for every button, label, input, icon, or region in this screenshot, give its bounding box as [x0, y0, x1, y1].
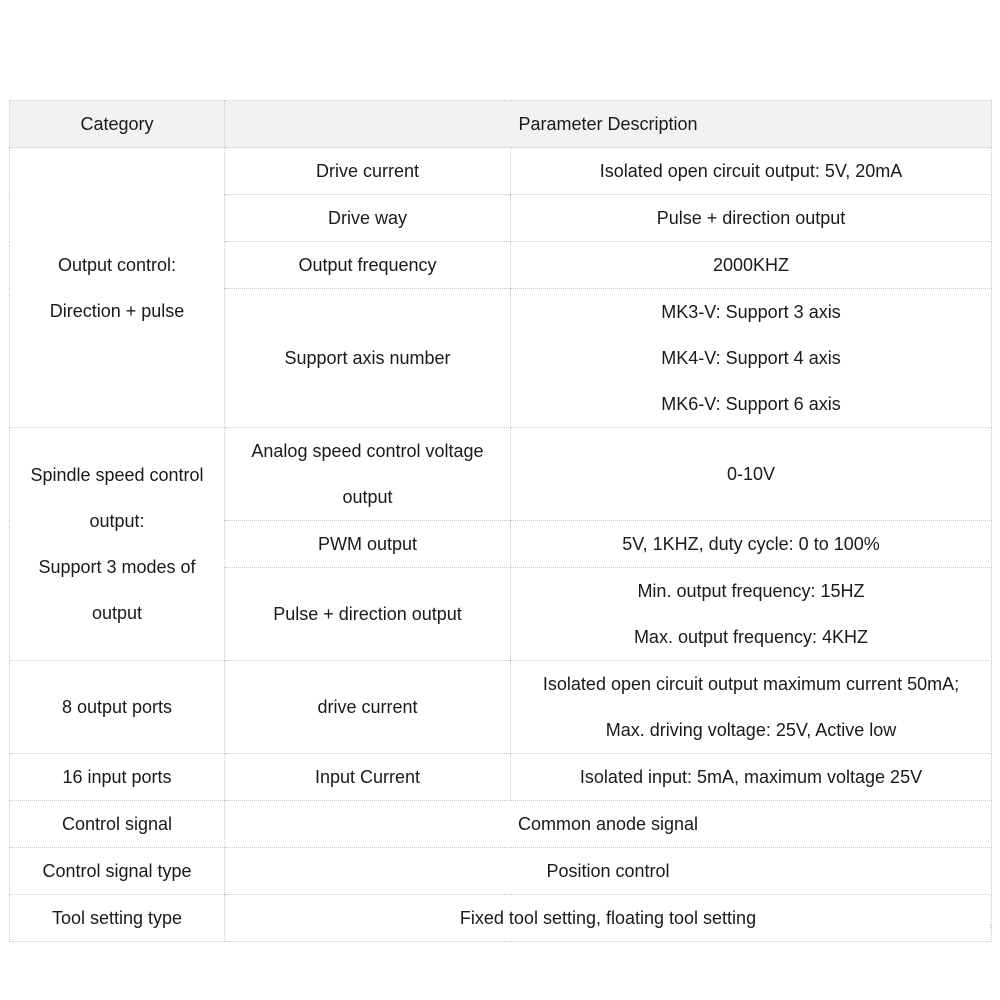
param-cell: Output frequency [225, 242, 511, 289]
category-output-control [10, 148, 225, 428]
value-cell [511, 661, 992, 754]
value-line: Isolated open circuit output maximum current 50mA; [542, 674, 960, 694]
value-line: Min. output frequency: 15HZ [637, 581, 865, 601]
table-header-row [10, 101, 992, 148]
tail-tick [9, 925, 10, 928]
value-line: MK6-V: Support 6 axis [661, 394, 841, 414]
spec-table [9, 100, 992, 942]
value-cell: 0-10V [511, 428, 992, 521]
param-cell: Drive current [225, 148, 511, 195]
category-cell: Tool setting type [10, 895, 225, 942]
value-line: MK3-V: Support 3 axis [661, 302, 841, 322]
table-row [10, 801, 992, 848]
value-cell [511, 289, 992, 428]
param-cell: Drive way [225, 195, 511, 242]
header-description: Parameter Description [225, 101, 992, 148]
table-row [10, 148, 992, 195]
value-cell: Fixed tool setting, floating tool setting [225, 895, 992, 942]
category-line: output [91, 603, 143, 623]
category-line: Support 3 modes of [38, 557, 196, 577]
value-cell: 2000KHZ [511, 242, 992, 289]
value-cell: Pulse + direction output [511, 195, 992, 242]
category-line: Spindle speed control [30, 465, 204, 485]
param-cell [225, 428, 511, 521]
category-cell: Control signal type [10, 848, 225, 895]
param-cell: Support axis number [225, 289, 511, 428]
param-line: output [342, 487, 393, 507]
category-cell: 8 output ports [10, 661, 225, 754]
table-row [10, 754, 992, 801]
value-cell: Position control [225, 848, 992, 895]
value-cell: Isolated open circuit output: 5V, 20mA [511, 148, 992, 195]
tail-tick [990, 925, 991, 928]
table-row [10, 895, 992, 942]
value-cell: Common anode signal [225, 801, 992, 848]
category-spindle [10, 428, 225, 661]
param-cell: Pulse + direction output [225, 568, 511, 661]
value-line: MK4-V: Support 4 axis [661, 348, 841, 368]
category-line: Output control: [57, 254, 177, 275]
category-cell: 16 input ports [10, 754, 225, 801]
value-cell: Isolated input: 5mA, maximum voltage 25V [511, 754, 992, 801]
table-row [10, 428, 992, 521]
value-line: Max. output frequency: 4KHZ [633, 627, 869, 647]
tail-tick [224, 925, 225, 928]
value-cell: 5V, 1KHZ, duty cycle: 0 to 100% [511, 521, 992, 568]
param-cell: Input Current [225, 754, 511, 801]
table-row [10, 848, 992, 895]
category-line: output: [89, 511, 145, 531]
param-cell: PWM output [225, 521, 511, 568]
table-row [10, 661, 992, 754]
value-cell [511, 568, 992, 661]
category-line: Direction + pulse [49, 300, 185, 321]
category-cell: Control signal [10, 801, 225, 848]
param-cell: drive current [225, 661, 511, 754]
value-line: Max. driving voltage: 25V, Active low [605, 720, 897, 740]
table-tail-divider [9, 925, 991, 928]
param-line: Analog speed control voltage [251, 441, 484, 461]
header-category: Category [10, 101, 225, 148]
